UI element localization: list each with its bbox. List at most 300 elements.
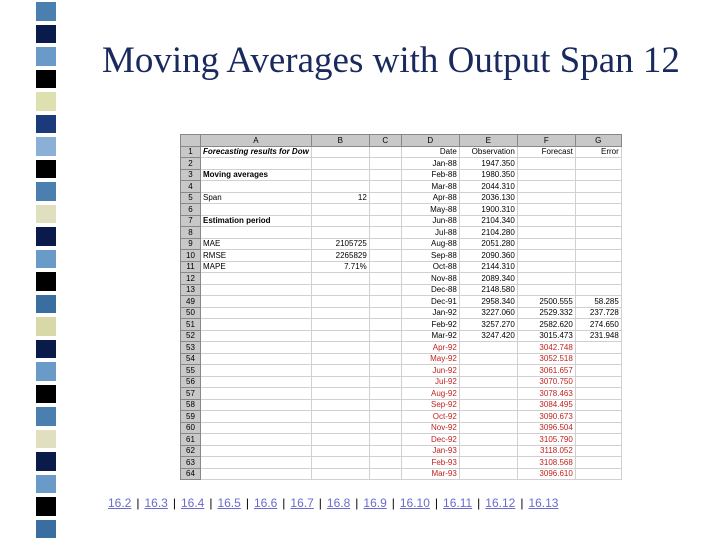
- cell-e[interactable]: 3227.060: [459, 307, 517, 319]
- cell-b[interactable]: [311, 353, 369, 365]
- cell-a[interactable]: [201, 468, 312, 480]
- table-row: [181, 250, 622, 262]
- cell-c[interactable]: [369, 192, 401, 204]
- stripe-block: [36, 475, 56, 494]
- cell-d[interactable]: Jul-88: [401, 227, 459, 239]
- cell-b[interactable]: [311, 158, 369, 170]
- cell-g[interactable]: [575, 158, 621, 170]
- column-header[interactable]: F: [517, 135, 575, 147]
- nav-link[interactable]: 16.13: [528, 496, 559, 510]
- cell-a[interactable]: [201, 307, 312, 319]
- cell-e[interactable]: [459, 468, 517, 480]
- cell-a[interactable]: [201, 204, 312, 216]
- cell-f[interactable]: [517, 261, 575, 273]
- cell-e[interactable]: [459, 376, 517, 388]
- cell-g[interactable]: [575, 250, 621, 262]
- cell-c[interactable]: [369, 181, 401, 193]
- cell-d[interactable]: Apr-88: [401, 192, 459, 204]
- cell-f[interactable]: [517, 192, 575, 204]
- row-header[interactable]: 2: [181, 158, 201, 170]
- table-row: [181, 307, 622, 319]
- cell-g[interactable]: [575, 422, 621, 434]
- stripe-block: [36, 250, 56, 269]
- cell-g[interactable]: [575, 215, 621, 227]
- cell-d[interactable]: Oct-88: [401, 261, 459, 273]
- cell-a[interactable]: Forecasting results for Dow: [201, 146, 312, 158]
- cell-f[interactable]: 3090.673: [517, 411, 575, 423]
- row-header[interactable]: 9: [181, 238, 201, 250]
- cell-b[interactable]: 12: [311, 192, 369, 204]
- row-header[interactable]: 6: [181, 204, 201, 216]
- cell-g[interactable]: [575, 238, 621, 250]
- cell-g[interactable]: [575, 353, 621, 365]
- nav-separator: |: [136, 496, 140, 510]
- cell-g[interactable]: [575, 204, 621, 216]
- cell-b[interactable]: [311, 215, 369, 227]
- cell-f[interactable]: 3105.790: [517, 434, 575, 446]
- cell-b[interactable]: [311, 388, 369, 400]
- cell-f[interactable]: 2529.332: [517, 307, 575, 319]
- table-row: [181, 365, 622, 377]
- cell-g[interactable]: [575, 261, 621, 273]
- cell-d[interactable]: Mar-93: [401, 468, 459, 480]
- cell-e[interactable]: [459, 411, 517, 423]
- cell-d[interactable]: Aug-88: [401, 238, 459, 250]
- cell-d[interactable]: Feb-93: [401, 457, 459, 469]
- cell-g[interactable]: [575, 399, 621, 411]
- cell-c[interactable]: [369, 319, 401, 331]
- nav-link[interactable]: 16.11: [443, 496, 473, 510]
- cell-f[interactable]: 3015.473: [517, 330, 575, 342]
- stripe-block: [36, 25, 56, 44]
- column-header[interactable]: D: [401, 135, 459, 147]
- row-header[interactable]: 7: [181, 215, 201, 227]
- row-header[interactable]: 58: [181, 399, 201, 411]
- cell-e[interactable]: [459, 457, 517, 469]
- cell-g[interactable]: [575, 434, 621, 446]
- cell-e[interactable]: 1900.310: [459, 204, 517, 216]
- cell-b[interactable]: [311, 296, 369, 308]
- cell-b[interactable]: [311, 181, 369, 193]
- cell-b[interactable]: [311, 330, 369, 342]
- cell-c[interactable]: [369, 284, 401, 296]
- cell-c[interactable]: [369, 388, 401, 400]
- cell-f[interactable]: 3118.052: [517, 445, 575, 457]
- nav-link[interactable]: 16.2: [108, 496, 132, 510]
- nav-link[interactable]: 16.5: [217, 496, 241, 510]
- cell-f[interactable]: 3070.750: [517, 376, 575, 388]
- cell-d[interactable]: Date: [401, 146, 459, 158]
- cell-e[interactable]: 2051.280: [459, 238, 517, 250]
- stripe-block: [36, 497, 56, 516]
- stripe-block: [36, 205, 56, 224]
- table-row: [181, 261, 622, 273]
- cell-e[interactable]: [459, 445, 517, 457]
- row-header[interactable]: 12: [181, 273, 201, 285]
- row-header[interactable]: 62: [181, 445, 201, 457]
- column-header[interactable]: G: [575, 135, 621, 147]
- cell-e[interactable]: [459, 388, 517, 400]
- cell-a[interactable]: [201, 353, 312, 365]
- cell-c[interactable]: [369, 204, 401, 216]
- row-header[interactable]: 10: [181, 250, 201, 262]
- column-header[interactable]: C: [369, 135, 401, 147]
- row-header[interactable]: 11: [181, 261, 201, 273]
- cell-a[interactable]: [201, 376, 312, 388]
- stripe-block: [36, 295, 56, 314]
- stripe-block: [36, 92, 56, 111]
- table-row: [181, 227, 622, 239]
- cell-d[interactable]: Jan-88: [401, 158, 459, 170]
- cell-c[interactable]: [369, 158, 401, 170]
- row-header[interactable]: 54: [181, 353, 201, 365]
- cell-f[interactable]: 3084.495: [517, 399, 575, 411]
- cell-b[interactable]: 2265829: [311, 250, 369, 262]
- cell-f[interactable]: 3052.518: [517, 353, 575, 365]
- cell-d[interactable]: Sep-92: [401, 399, 459, 411]
- cell-g[interactable]: [575, 376, 621, 388]
- row-header[interactable]: 1: [181, 146, 201, 158]
- cell-e[interactable]: 2090.360: [459, 250, 517, 262]
- cell-f[interactable]: [517, 169, 575, 181]
- cell-b[interactable]: [311, 307, 369, 319]
- cell-g[interactable]: [575, 181, 621, 193]
- cell-g[interactable]: [575, 192, 621, 204]
- cell-f[interactable]: 2500.555: [517, 296, 575, 308]
- cell-e[interactable]: 1947.350: [459, 158, 517, 170]
- cell-b[interactable]: [311, 434, 369, 446]
- cell-e[interactable]: 3257.270: [459, 319, 517, 331]
- row-header[interactable]: 60: [181, 422, 201, 434]
- row-header[interactable]: 5: [181, 192, 201, 204]
- table-row: [181, 388, 622, 400]
- cell-d[interactable]: Aug-92: [401, 388, 459, 400]
- cell-a[interactable]: [201, 434, 312, 446]
- row-header[interactable]: 8: [181, 227, 201, 239]
- cell-e[interactable]: [459, 434, 517, 446]
- nav-separator: |: [282, 496, 286, 510]
- cell-f[interactable]: [517, 250, 575, 262]
- table-row: [181, 342, 622, 354]
- cell-f[interactable]: 3096.504: [517, 422, 575, 434]
- cell-a[interactable]: Span: [201, 192, 312, 204]
- stripe-block: [36, 182, 56, 201]
- stripe-block: [36, 407, 56, 426]
- column-header[interactable]: B: [311, 135, 369, 147]
- cell-b[interactable]: [311, 319, 369, 331]
- row-header[interactable]: 50: [181, 307, 201, 319]
- nav-link[interactable]: 16.12: [485, 496, 516, 510]
- cell-f[interactable]: 3061.657: [517, 365, 575, 377]
- cell-a[interactable]: Moving averages: [201, 169, 312, 181]
- cell-b[interactable]: [311, 411, 369, 423]
- table-row: [181, 192, 622, 204]
- nav-link[interactable]: 16.6: [253, 496, 278, 510]
- cell-d[interactable]: Dec-91: [401, 296, 459, 308]
- cell-b[interactable]: [311, 284, 369, 296]
- cell-b[interactable]: 2105725: [311, 238, 369, 250]
- cell-e[interactable]: 2104.340: [459, 215, 517, 227]
- cell-c[interactable]: [369, 376, 401, 388]
- table-row: [181, 284, 622, 296]
- cell-d[interactable]: Feb-88: [401, 169, 459, 181]
- cell-g[interactable]: [575, 445, 621, 457]
- cell-a[interactable]: [201, 445, 312, 457]
- cell-g[interactable]: 231.948: [575, 330, 621, 342]
- cell-e[interactable]: [459, 342, 517, 354]
- cell-d[interactable]: Nov-88: [401, 273, 459, 285]
- cell-c[interactable]: [369, 445, 401, 457]
- cell-d[interactable]: May-88: [401, 204, 459, 216]
- cell-g[interactable]: [575, 457, 621, 469]
- cell-f[interactable]: 3096.610: [517, 468, 575, 480]
- cell-c[interactable]: [369, 307, 401, 319]
- cell-e[interactable]: [459, 422, 517, 434]
- cell-a[interactable]: MAPE: [201, 261, 312, 273]
- cell-b[interactable]: [311, 376, 369, 388]
- cell-e[interactable]: Observation: [459, 146, 517, 158]
- nav-link[interactable]: 16.4: [180, 496, 205, 510]
- cell-g[interactable]: [575, 284, 621, 296]
- spreadsheet: [180, 134, 622, 480]
- corner-cell[interactable]: [181, 135, 201, 147]
- column-header[interactable]: A: [201, 135, 312, 147]
- cell-d[interactable]: Jul-92: [401, 376, 459, 388]
- cell-a[interactable]: [201, 457, 312, 469]
- cell-c[interactable]: [369, 261, 401, 273]
- cell-c[interactable]: [369, 250, 401, 262]
- cell-e[interactable]: [459, 399, 517, 411]
- cell-f[interactable]: [517, 227, 575, 239]
- cell-b[interactable]: [311, 273, 369, 285]
- cell-a[interactable]: [201, 411, 312, 423]
- stripe-block: [36, 385, 56, 404]
- cell-b[interactable]: [311, 365, 369, 377]
- row-header[interactable]: 57: [181, 388, 201, 400]
- cell-g[interactable]: Error: [575, 146, 621, 158]
- cell-a[interactable]: RMSE: [201, 250, 312, 262]
- cell-e[interactable]: 2144.310: [459, 261, 517, 273]
- cell-b[interactable]: [311, 445, 369, 457]
- row-header[interactable]: 53: [181, 342, 201, 354]
- cell-f[interactable]: [517, 204, 575, 216]
- cell-a[interactable]: [201, 319, 312, 331]
- cell-e[interactable]: 2089.340: [459, 273, 517, 285]
- cell-d[interactable]: Jan-92: [401, 307, 459, 319]
- cell-f[interactable]: 3108.568: [517, 457, 575, 469]
- cell-d[interactable]: Apr-92: [401, 342, 459, 354]
- table-row: [181, 238, 622, 250]
- cell-c[interactable]: [369, 146, 401, 158]
- stripe-block: [36, 362, 56, 381]
- cell-d[interactable]: Jun-92: [401, 365, 459, 377]
- cell-c[interactable]: [369, 342, 401, 354]
- nav-link[interactable]: 16.9: [363, 496, 387, 510]
- cell-c[interactable]: [369, 273, 401, 285]
- nav-separator: |: [245, 496, 249, 510]
- cell-a[interactable]: [201, 388, 312, 400]
- cell-b[interactable]: [311, 227, 369, 239]
- cell-c[interactable]: [369, 169, 401, 181]
- cell-b[interactable]: [311, 399, 369, 411]
- cell-f[interactable]: [517, 238, 575, 250]
- cell-d[interactable]: May-92: [401, 353, 459, 365]
- cell-e[interactable]: 2148.580: [459, 284, 517, 296]
- stripe-block: [36, 137, 56, 156]
- cell-d[interactable]: Jun-88: [401, 215, 459, 227]
- cell-a[interactable]: [201, 296, 312, 308]
- cell-a[interactable]: MAE: [201, 238, 312, 250]
- cell-c[interactable]: [369, 422, 401, 434]
- table-row: [181, 215, 622, 227]
- cell-f[interactable]: Forecast: [517, 146, 575, 158]
- table-row: [181, 434, 622, 446]
- cell-b[interactable]: [311, 422, 369, 434]
- cell-d[interactable]: Oct-92: [401, 411, 459, 423]
- cell-e[interactable]: 2958.340: [459, 296, 517, 308]
- cell-d[interactable]: Mar-88: [401, 181, 459, 193]
- cell-e[interactable]: [459, 353, 517, 365]
- cell-f[interactable]: 2582.620: [517, 319, 575, 331]
- cell-c[interactable]: [369, 227, 401, 239]
- cell-c[interactable]: [369, 434, 401, 446]
- row-header[interactable]: 3: [181, 169, 201, 181]
- nav-separator: |: [355, 496, 359, 510]
- cell-g[interactable]: [575, 169, 621, 181]
- cell-a[interactable]: [201, 284, 312, 296]
- table-row: [181, 319, 622, 331]
- cell-g[interactable]: 58.285: [575, 296, 621, 308]
- row-header[interactable]: 13: [181, 284, 201, 296]
- cell-f[interactable]: 3042.748: [517, 342, 575, 354]
- cell-a[interactable]: [201, 365, 312, 377]
- cell-c[interactable]: [369, 457, 401, 469]
- row-header[interactable]: 51: [181, 319, 201, 331]
- cell-a[interactable]: [201, 181, 312, 193]
- cell-g[interactable]: 237.728: [575, 307, 621, 319]
- nav-link[interactable]: 16.10: [399, 496, 430, 510]
- cell-c[interactable]: [369, 330, 401, 342]
- table-row: [181, 273, 622, 285]
- cell-b[interactable]: 7.71%: [311, 261, 369, 273]
- cell-c[interactable]: [369, 296, 401, 308]
- spreadsheet-body: [181, 146, 622, 480]
- cell-b[interactable]: [311, 146, 369, 158]
- cell-g[interactable]: [575, 365, 621, 377]
- cell-b[interactable]: [311, 457, 369, 469]
- cell-e[interactable]: 2044.310: [459, 181, 517, 193]
- cell-e[interactable]: 1980.350: [459, 169, 517, 181]
- nav-separator: |: [391, 496, 395, 510]
- table-row: [181, 399, 622, 411]
- nav-link[interactable]: 16.7: [290, 496, 314, 510]
- table-row: [181, 468, 622, 480]
- table-row: [181, 204, 622, 216]
- row-header[interactable]: 64: [181, 468, 201, 480]
- cell-f[interactable]: 3078.463: [517, 388, 575, 400]
- table-row: [181, 353, 622, 365]
- cell-b[interactable]: [311, 204, 369, 216]
- cell-c[interactable]: [369, 399, 401, 411]
- cell-c[interactable]: [369, 411, 401, 423]
- cell-f[interactable]: [517, 273, 575, 285]
- cell-a[interactable]: [201, 227, 312, 239]
- stripe-block: [36, 47, 56, 66]
- cell-e[interactable]: 2104.280: [459, 227, 517, 239]
- cell-e[interactable]: 3247.420: [459, 330, 517, 342]
- cell-a[interactable]: [201, 399, 312, 411]
- cell-d[interactable]: Dec-88: [401, 284, 459, 296]
- cell-g[interactable]: [575, 227, 621, 239]
- cell-c[interactable]: [369, 468, 401, 480]
- table-row: [181, 158, 622, 170]
- cell-g[interactable]: [575, 273, 621, 285]
- cell-b[interactable]: [311, 169, 369, 181]
- cell-g[interactable]: [575, 388, 621, 400]
- row-header[interactable]: 49: [181, 296, 201, 308]
- cell-d[interactable]: Sep-88: [401, 250, 459, 262]
- stripe-block: [36, 520, 56, 539]
- cell-d[interactable]: Dec-92: [401, 434, 459, 446]
- stripe-block: [36, 272, 56, 291]
- cell-b[interactable]: [311, 342, 369, 354]
- row-header[interactable]: 56: [181, 376, 201, 388]
- cell-c[interactable]: [369, 353, 401, 365]
- cell-d[interactable]: Nov-92: [401, 422, 459, 434]
- row-header[interactable]: 61: [181, 434, 201, 446]
- row-header[interactable]: 4: [181, 181, 201, 193]
- cell-f[interactable]: [517, 215, 575, 227]
- cell-a[interactable]: [201, 422, 312, 434]
- row-header[interactable]: 63: [181, 457, 201, 469]
- cell-a[interactable]: [201, 158, 312, 170]
- column-header[interactable]: E: [459, 135, 517, 147]
- nav-separator: |: [209, 496, 213, 510]
- cell-g[interactable]: [575, 411, 621, 423]
- cell-a[interactable]: [201, 342, 312, 354]
- cell-g[interactable]: [575, 342, 621, 354]
- nav-link[interactable]: 16.3: [144, 496, 168, 510]
- cell-f[interactable]: [517, 181, 575, 193]
- cell-c[interactable]: [369, 238, 401, 250]
- cell-g[interactable]: [575, 468, 621, 480]
- cell-g[interactable]: 274.650: [575, 319, 621, 331]
- cell-f[interactable]: [517, 284, 575, 296]
- nav-separator: |: [172, 496, 176, 510]
- cell-b[interactable]: [311, 468, 369, 480]
- cell-f[interactable]: [517, 158, 575, 170]
- cell-d[interactable]: Feb-92: [401, 319, 459, 331]
- cell-c[interactable]: [369, 215, 401, 227]
- nav-link[interactable]: 16.8: [326, 496, 351, 510]
- row-header[interactable]: 52: [181, 330, 201, 342]
- stripe-block: [36, 452, 56, 471]
- table-row: [181, 296, 622, 308]
- cell-a[interactable]: [201, 330, 312, 342]
- table-row: [181, 411, 622, 423]
- row-header[interactable]: 55: [181, 365, 201, 377]
- table-row: [181, 330, 622, 342]
- nav-separator: |: [520, 496, 524, 510]
- cell-d[interactable]: Jan-93: [401, 445, 459, 457]
- cell-d[interactable]: Mar-92: [401, 330, 459, 342]
- cell-e[interactable]: 2036.130: [459, 192, 517, 204]
- cell-e[interactable]: [459, 365, 517, 377]
- cell-a[interactable]: [201, 273, 312, 285]
- cell-a[interactable]: Estimation period: [201, 215, 312, 227]
- row-header[interactable]: 59: [181, 411, 201, 423]
- cell-c[interactable]: [369, 365, 401, 377]
